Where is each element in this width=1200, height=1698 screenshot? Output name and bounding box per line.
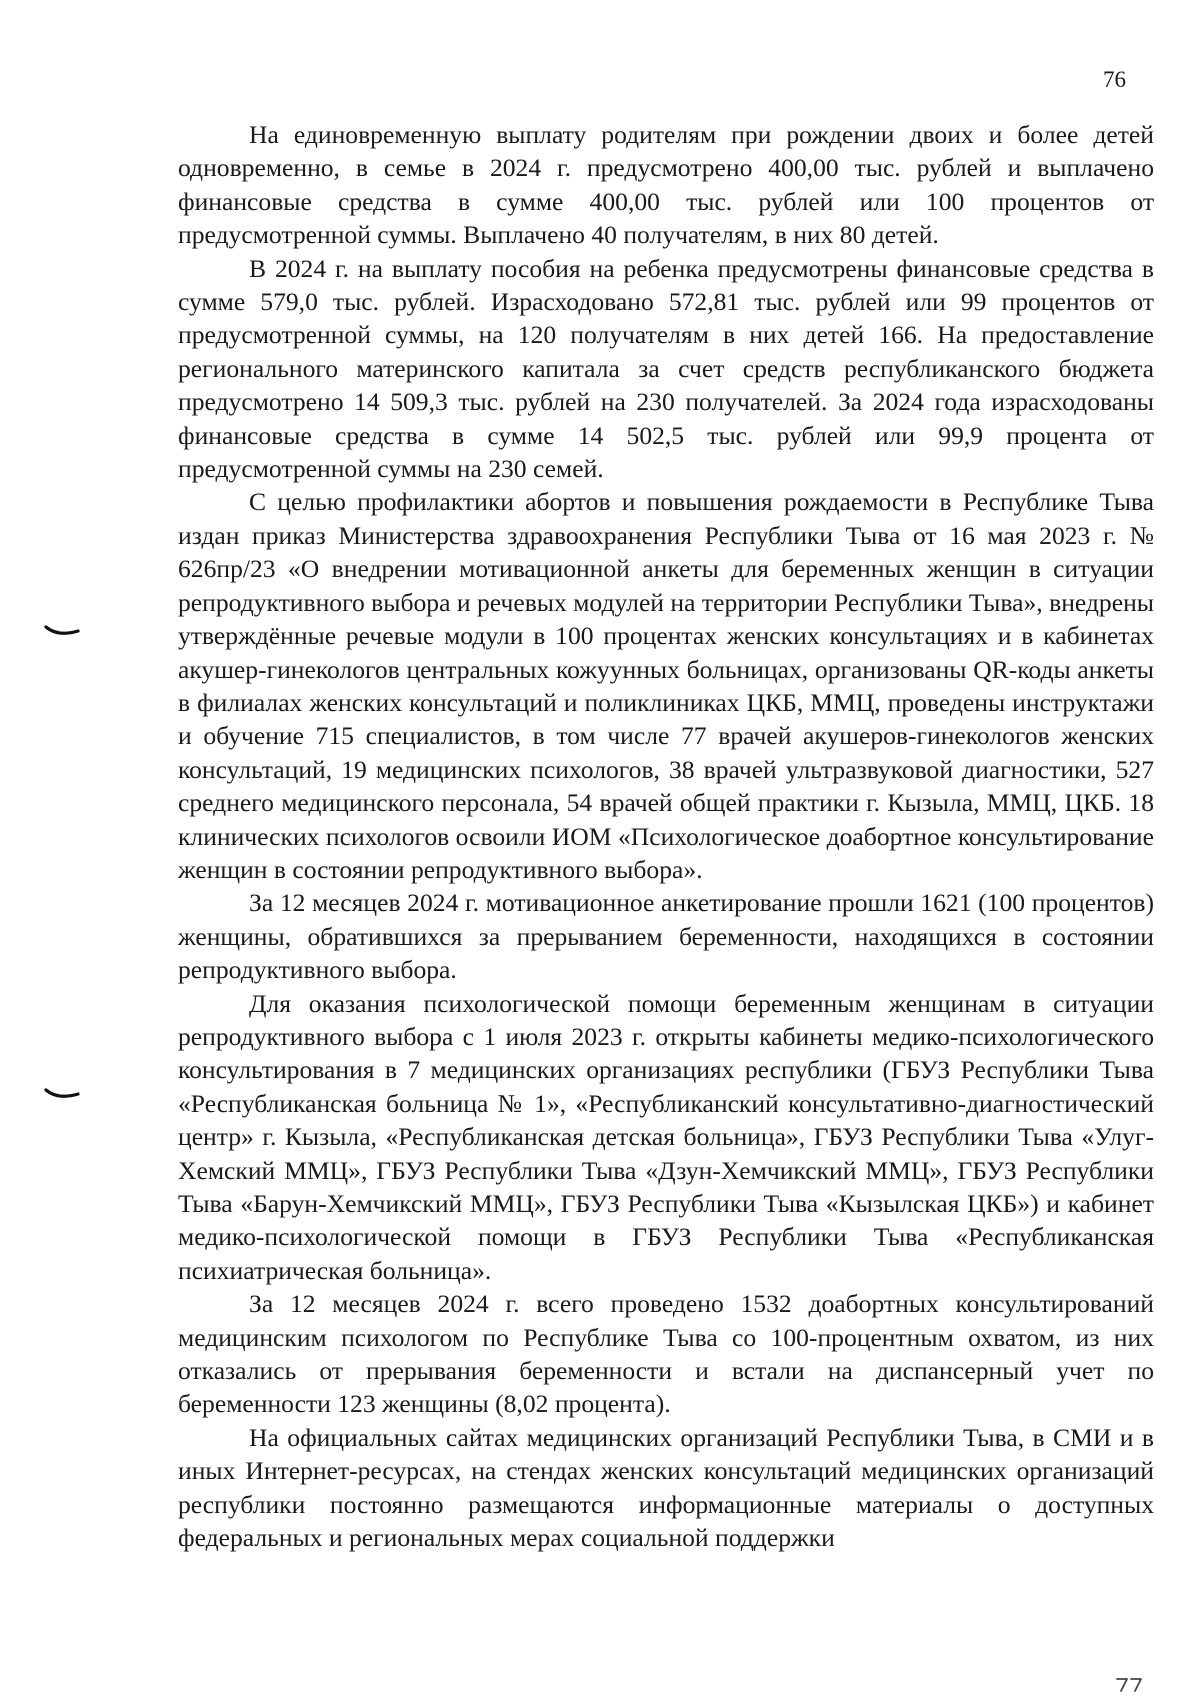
paragraph-information-materials: На официальных сайтах медицинских организаций Республики Тыва, в СМИ и в иных Интернет-ресурсах, на стендах женских консультаций медицинских организаций республики постоянно размещаются информационные материалы о доступных федеральных и региональных мерах социальной поддержки bbox=[178, 1422, 1154, 1553]
paragraph-abortion-prevention-order: С целью профилактики абортов и повышения рождаемости в Республике Тыва издан приказ Министерства здравоохранения Республики Тыва от 16 мая 2023 г. № 626пр/23 «О внедрении мотивационной анкеты для беременных женщин в ситуации репродуктивного выбора и речевых модулей на территории Республики Тыва», внедрены утверждённые речевые модули в 100 процентах женских консультациях и в кабинетах акушер-гинекологов центральных кожуунных больницах, организованы QR-коды анкеты в филиалах женских консультаций и поликлиниках ЦКБ, ММЦ, проведены инструктажи и обучение 715 специалистов, в том числе 77 врачей акушеров-гинекологов женских консультаций, 19 медицинских психологов, 38 врачей ультразвуковой диагностики, 527 среднего медицинского персонала, 54 врачей общей практики г. Кызыла, ММЦ, ЦКБ. 18 клинических психологов освоили ИОМ «Психологическое доабортное консультирование женщин в состоянии репродуктивного выбора». bbox=[178, 487, 1154, 884]
paragraph-psychological-help-offices: Для оказания психологической помощи беременным женщинам в ситуации репродуктивного выбора с 1 июля 2023 г. открыты кабинеты медико-психологического консультирования в 7 медицинских организациях республики (ГБУЗ Республики Тыва «Республиканская больница № 1», «Республиканский консультативно-диагностический центр» г. Кызыла, «Республиканская детская больница», ГБУЗ Республики Тыва «Улуг-Хемский ММЦ», ГБУЗ Республики Тыва «Дзун-Хемчикский ММЦ», ГБУЗ Республики Тыва «Барун-Хемчикский ММЦ», ГБУЗ Республики Тыва «Кызылская ЦКБ») и кабинет медико-психологической помощи в ГБУЗ Республики Тыва «Республиканская психиатрическая больница». bbox=[178, 988, 1154, 1285]
paragraph-consultations-results: За 12 месяцев 2024 г. всего проведено 1532 доабортных консультирований медицинским психологом по Республике Тыва со 100-процентным охватом, из них отказались от прерывания беременности и встали на диспансерный учет по беременности 123 женщины (8,02 процента). bbox=[178, 1289, 1154, 1419]
paragraph-multiple-births-payment: На единовременную выплату родителям при рождении двоих и более детей одновременно, в семье в 2024 г. предусмотрено 400,00 тыс. рублей и выплачено финансовые средства в сумме 400,00 тыс. рублей или 100 процентов от предусмотренной суммы. Выплачено 40 получателям, в них 80 детей. bbox=[178, 120, 1154, 250]
handwritten-mark-icon bbox=[1114, 1675, 1148, 1693]
body-text bbox=[178, 118, 1154, 1554]
curved-tick-mark-icon bbox=[44, 1087, 80, 1101]
paragraph-child-allowance: В 2024 г. на выплату пособия на ребенка предусмотрены финансовые средства в сумме 579,0 тыс. рублей. Израсходовано 572,81 тыс. рублей или 99 процентов от предусмотренной суммы, на 120 получателям в них детей 166. На предоставление регионального материнского капитала за счет средств республиканского бюджета предусмотрено 14 509,3 тыс. рублей на 230 получателей. За 2024 года израсходованы финансовые средства в сумме 14 502,5 тыс. рублей или 99,9 процента от предусмотренной суммы на 230 семей. bbox=[178, 253, 1154, 484]
curved-tick-mark-icon bbox=[44, 624, 80, 638]
paragraph-motivational-survey: За 12 месяцев 2024 г. мотивационное анкетирование прошли 1621 (100 процентов) женщины, обратившихся за прерыванием беременности, находящихся в состоянии репродуктивного выбора. bbox=[178, 888, 1154, 985]
page-number: 76 bbox=[1103, 67, 1126, 92]
